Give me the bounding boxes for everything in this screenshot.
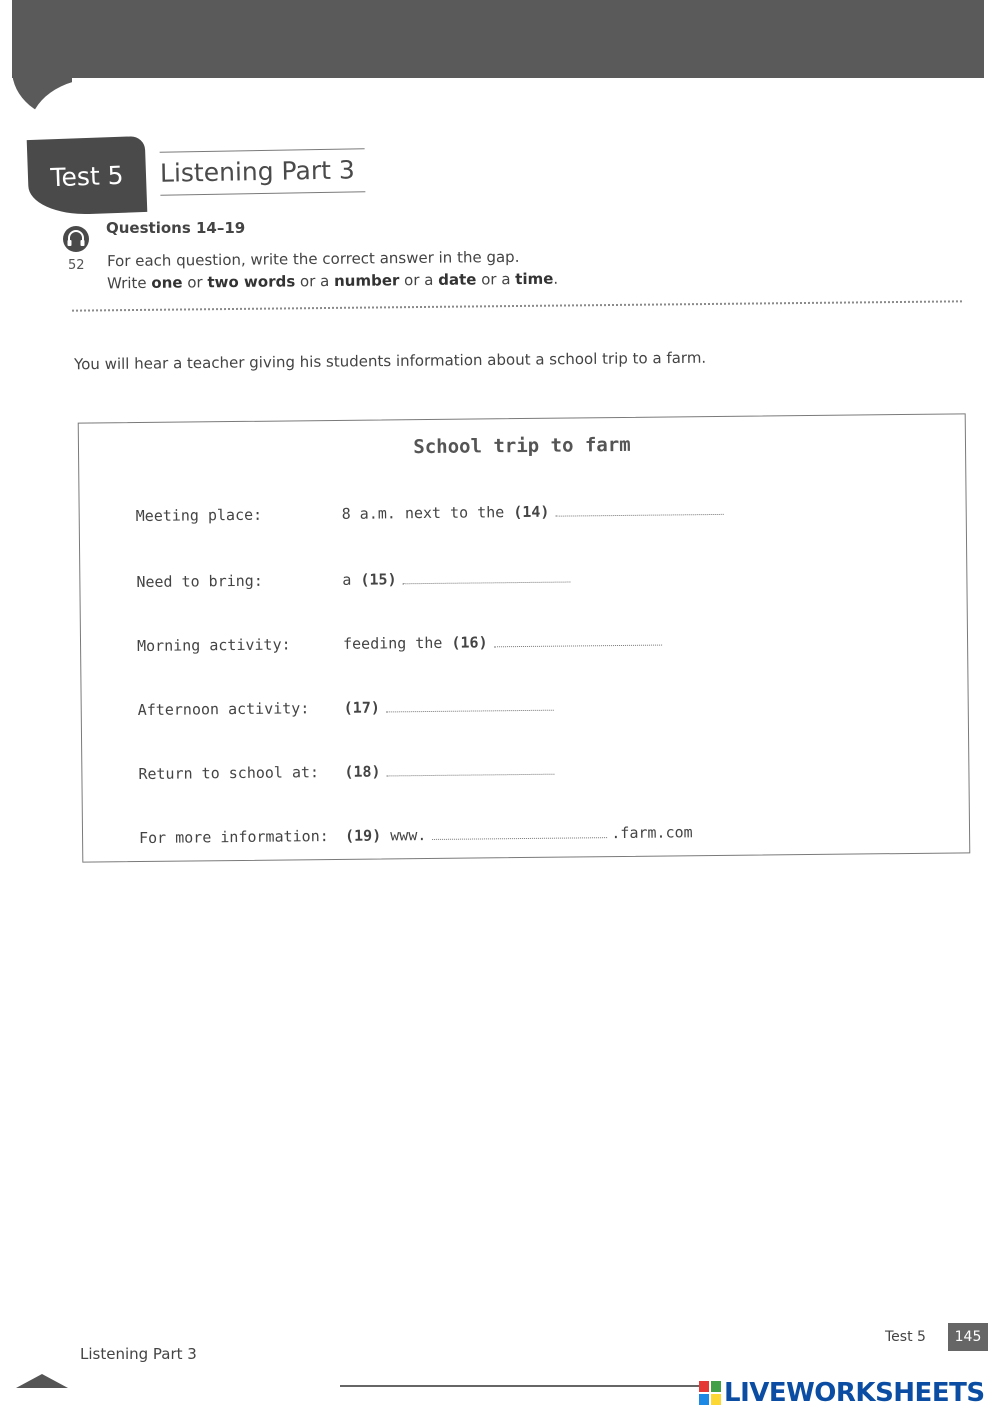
answer-blank-17[interactable]	[386, 700, 554, 713]
intro-text: You will hear a teacher giving his students information about a school trip to a farm.	[73, 348, 707, 374]
form-row-meeting-place: Meeting place: 8 a.m. next to the (14)	[136, 499, 936, 533]
section-divider	[72, 300, 962, 311]
footer-test-label: Test 5	[885, 1329, 926, 1345]
form-row-afternoon-activity: Afternoon activity: (17)	[138, 693, 938, 727]
test-label: Test 5	[49, 160, 125, 192]
brand-name: LIVEWORKSHEETS	[724, 1378, 985, 1408]
test-label-tab	[27, 136, 148, 216]
form-title: School trip to farm	[413, 433, 631, 459]
liveworksheets-logo-icon	[698, 1380, 722, 1406]
answer-blank-14[interactable]	[555, 504, 723, 517]
header-curve-mask	[30, 78, 990, 138]
form-row-more-information: For more information: (19) www. .farm.com	[138, 823, 693, 848]
field-label: Return to school at:	[138, 763, 320, 784]
liveworksheets-logo	[698, 1378, 985, 1408]
answer-blank-18[interactable]	[386, 764, 554, 777]
notes-form	[78, 413, 971, 862]
audio-track-number: 52	[68, 258, 85, 273]
instruction-line-1: For each question, write the correct answer in the gap.	[106, 247, 520, 271]
questions-heading: Questions 14–19	[106, 219, 246, 237]
answer-blank-19[interactable]	[432, 827, 607, 840]
answer-blank-16[interactable]	[493, 635, 661, 648]
field-label: Morning activity:	[136, 635, 291, 656]
form-row-morning-activity: Morning activity: feeding the (16)	[137, 629, 937, 663]
instruction-line-2: Write one or two words or a number or a date or a time.	[106, 269, 559, 293]
form-row-return-time: Return to school at: (18)	[138, 757, 938, 791]
answer-blank-15[interactable]	[403, 572, 571, 585]
corner-triangle	[16, 1374, 68, 1388]
field-label: For more information:	[138, 827, 329, 848]
field-label: Need to bring:	[136, 571, 263, 592]
page-header-band	[12, 0, 984, 78]
field-label: Meeting place:	[135, 505, 263, 526]
part-title: Listening Part 3	[160, 148, 366, 196]
field-label: Afternoon activity:	[137, 699, 310, 720]
form-row-need-to-bring: Need to bring: a (15)	[136, 565, 936, 599]
page-number: 145	[948, 1323, 988, 1351]
footer-rule	[340, 1385, 700, 1387]
footer-section-label: Listening Part 3	[80, 1345, 197, 1363]
headphones-icon	[62, 225, 90, 253]
